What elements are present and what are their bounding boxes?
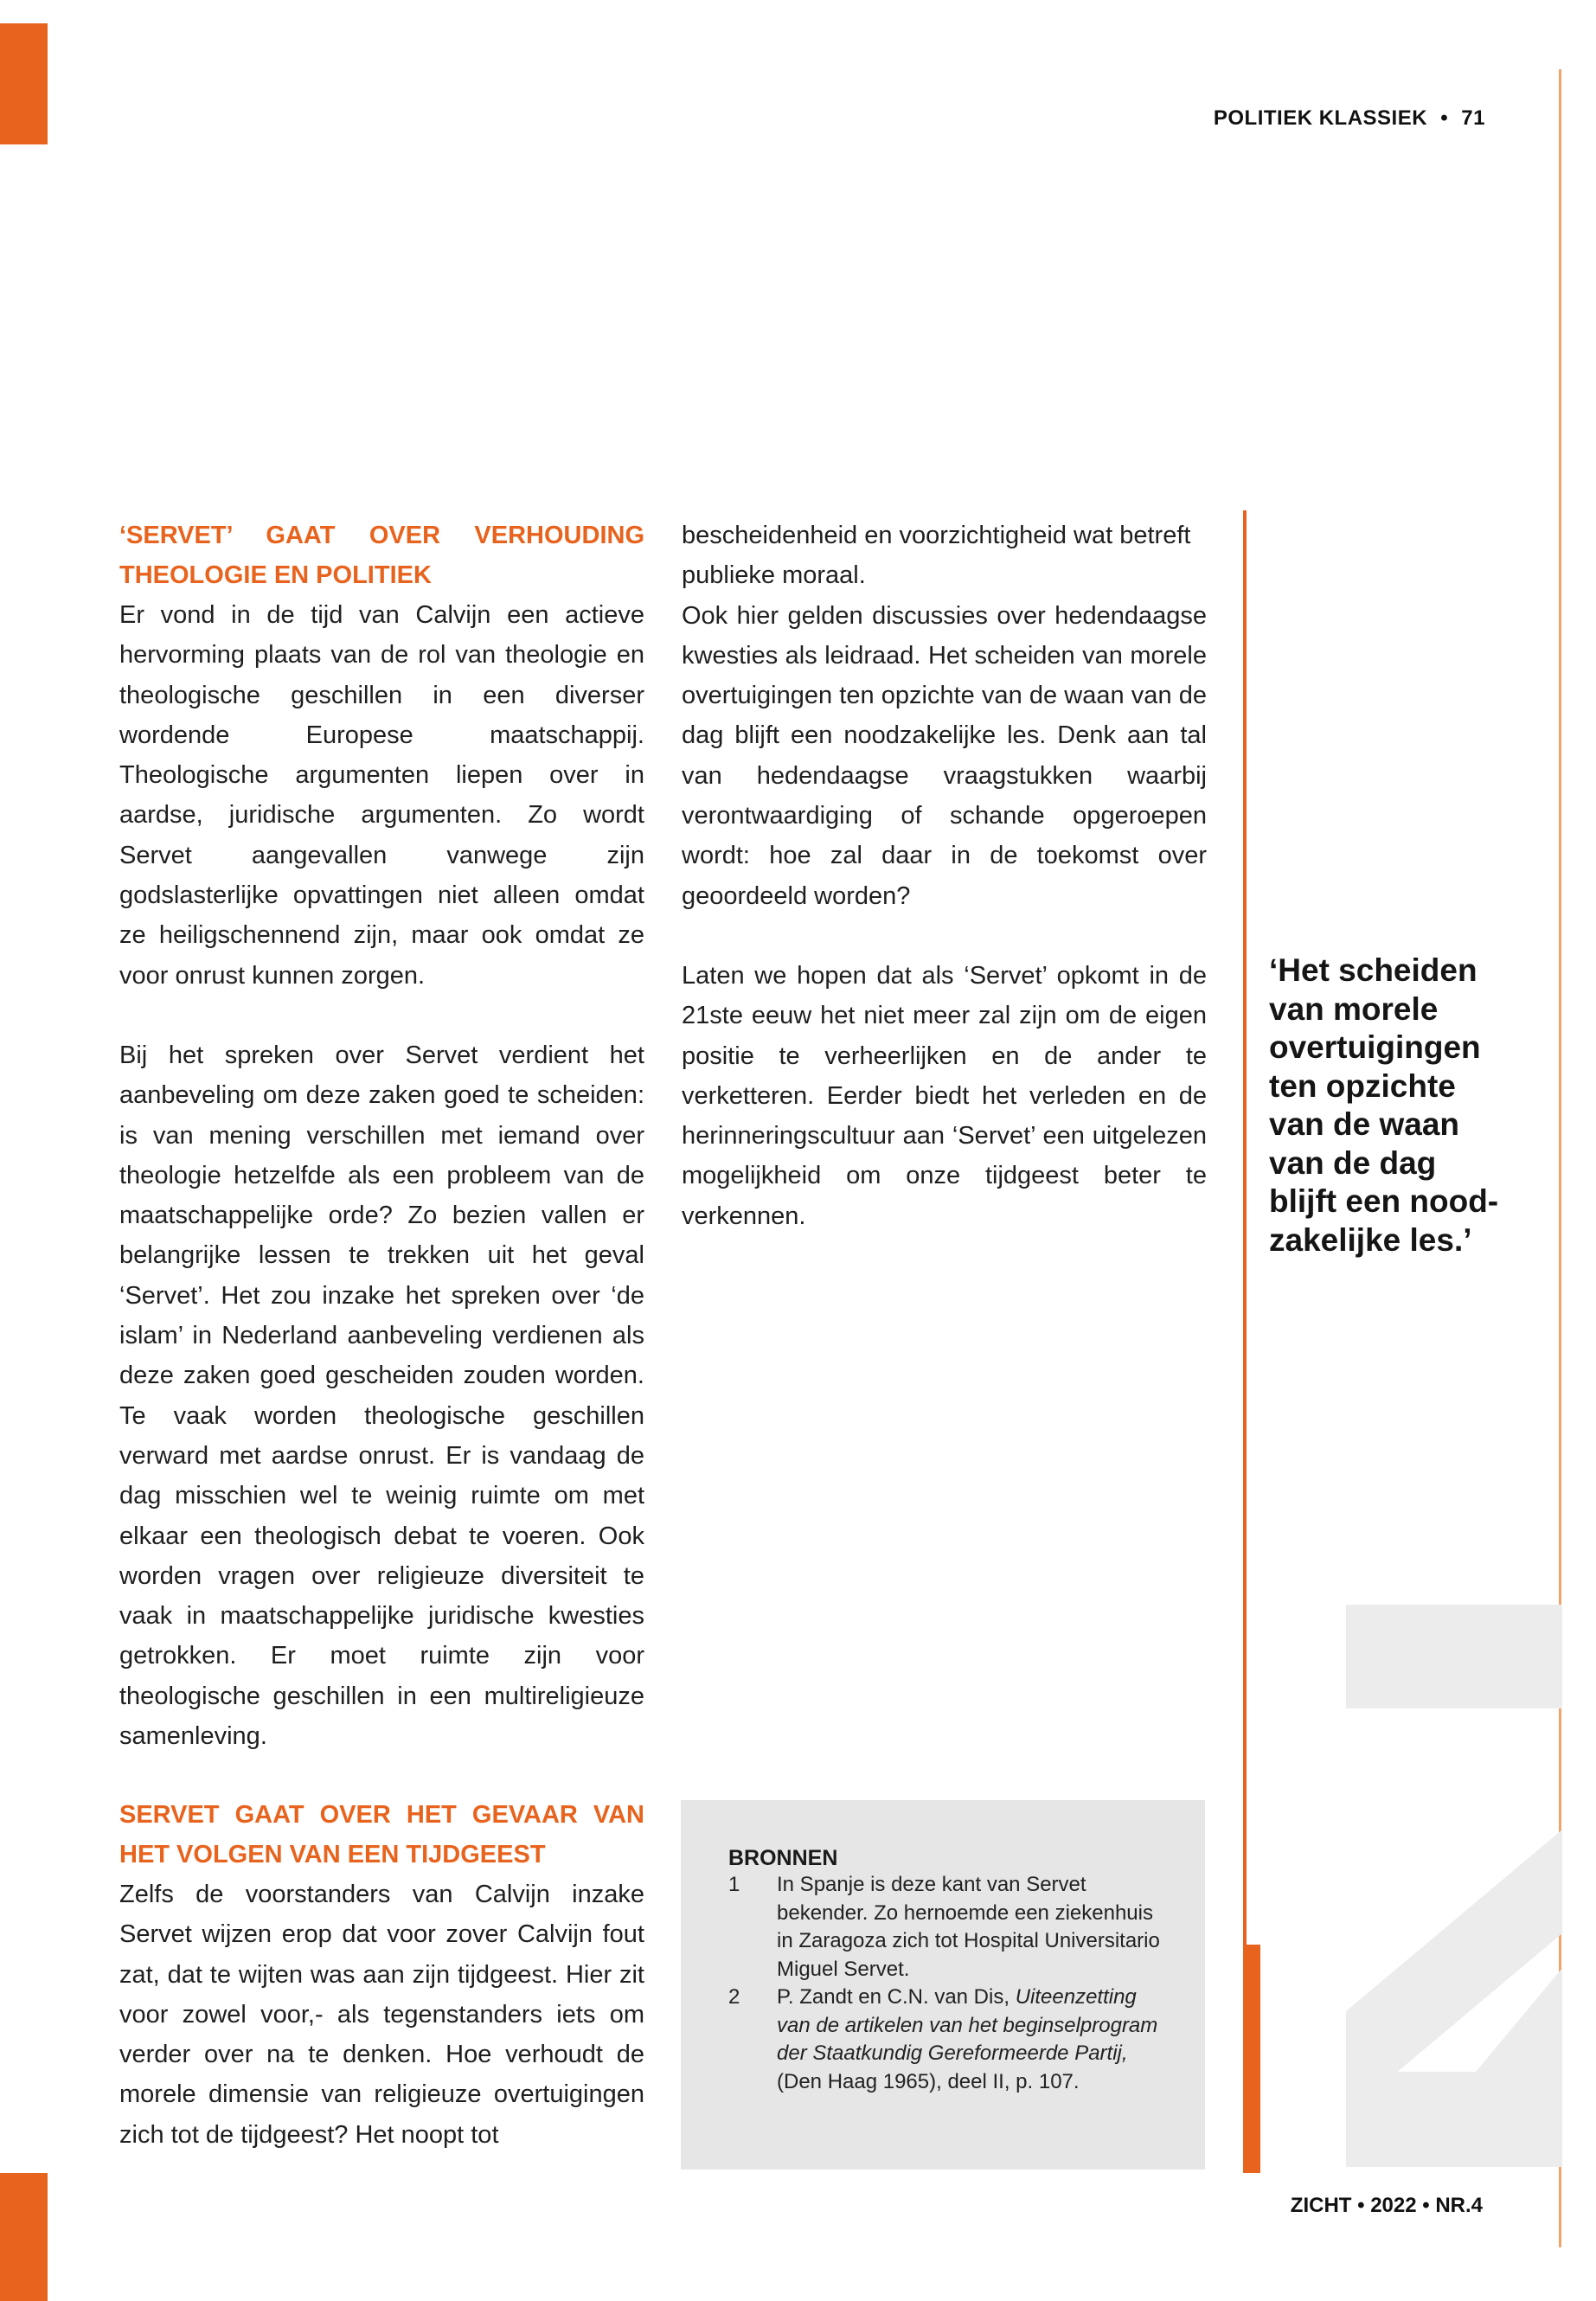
column-right <box>682 516 1207 1236</box>
section-title: POLITIEK KLASSIEK <box>1213 106 1428 130</box>
running-foot: ZICHT • 2022 • NR.4 <box>1290 2194 1483 2217</box>
pull-quote-line: overtuigingen <box>1269 1029 1481 1065</box>
pull-quote-line: van morele <box>1269 990 1439 1027</box>
pull-quote-line: zakelijke les.’ <box>1269 1221 1472 1258</box>
paragraph: Bij het spreken over Servet verdient het aanbeveling om deze zaken goed te scheiden: is van mening verschillen met iemand over theologie hetzelfde als een probleem van de maatschappelijke orde? Zo bezien vallen er belangrijke lessen te trekken uit het geval ‘Servet’. Het zou inzake het spreken over ‘de islam’ in Nederland aanbeveling verdienen als deze zaken goed gescheiden zouden worden. Te vaak worden theologische geschillen verward met aardse onrust. Er is vandaag de dag misschien wel te weinig ruimte om met elkaar een theologisch debat te voeren. Ook worden vragen over religieuze diversiteit te vaak in maatschappelijke juridische kwesties getrokken. Er moet ruimte zijn voor theologische geschillen in een multireligieuze samenleving. <box>119 1041 644 1751</box>
sources-title: BRONNEN <box>728 1846 838 1870</box>
pull-quote-line: ten opzichte <box>1269 1067 1456 1104</box>
section-heading: ‘SERVET’ GAAT OVER VERHOUDING THEOLOGIE EN POLITIEK <box>119 522 644 589</box>
pull-quote-rule-accent <box>1243 1945 1260 2173</box>
pull-quote-line: van de waan <box>1269 1106 1460 1142</box>
pull-quote-line: ‘Het scheiden <box>1269 952 1477 988</box>
pull-quote <box>1269 952 1529 1259</box>
source-item <box>728 1871 1170 1984</box>
source-publication: (Den Haag 1965), deel II, p. 107. <box>777 2069 1080 2093</box>
source-number: 2 <box>728 1985 740 2009</box>
source-text <box>777 1984 1170 2096</box>
paragraph: Laten we hopen dat als ‘Servet’ opkomt in de 21ste eeuw het niet meer zal zijn om de eigen positie te verheerlijken en de ander te verketteren. Eerder biedt het verleden en de herinneringscultuur aan ‘Servet’ een uitgelezen mogelijkheid om onze tijdgeest beter te verkennen. <box>682 961 1207 1230</box>
pull-quote-line: blijft een nood- <box>1269 1183 1499 1219</box>
paragraph: Ook hier gelden discussies over hedendaagse kwesties als leidraad. Het scheiden van morele overtuigingen ten opzichte van de waan van de dag blijft een noodzakelijke les. Denk aan tal van hedendaagse vraagstukken waarbij verontwaardiging of schande opgeroepen wordt: hoe zal daar in de toekomst over geoordeeld worden? <box>682 601 1207 910</box>
pull-quote-line: van de dag <box>1269 1144 1437 1181</box>
running-head <box>1214 106 1485 131</box>
orange-tab-bottom <box>0 2173 48 2301</box>
paragraph: Zelfs de voorstanders van Calvijn inzake Servet wijzen erop dat voor zover Calvijn fout zat, dat te wijten was aan zijn tijdgeest. Hier zit voor zowel voor,- als tegenstanders iets om verder over na te denken. Hoe verhoudt de morele dimensie van religieuze overtuigingen zich tot de tijdgeest? Het noopt tot <box>119 1881 644 2149</box>
decorative-z-shape <box>1346 1605 1562 2167</box>
column-left <box>119 516 644 1756</box>
source-item <box>728 1984 1170 2096</box>
paragraph: Er vond in de tijd van Calvijn een actieve hervorming plaats van de rol van theologie en theologische geschillen in een diverser wordende Europese maatschappij. Theologische argumenten liepen over in aardse, juridische argumenten. Zo wordt Servet aangevallen vanwege zijn godslasterlijke opvattingen niet alleen omdat ze heiligschennend zijn, maar ook omdat ze voor onrust kunnen zorgen. <box>119 601 644 990</box>
page-number: 71 <box>1461 106 1485 130</box>
orange-tab-top <box>0 23 48 144</box>
source-number: 1 <box>728 1873 740 1896</box>
source-title: Uiteenzetting van de artikelen van het beginselprogram der Staatkundig Gereformeerde Partij, <box>777 1985 1158 2065</box>
paragraph-gap <box>682 916 1207 956</box>
pull-quote-rule <box>1243 510 1247 1946</box>
source-authors: P. Zandt en C.N. van Dis, <box>777 1985 1016 2009</box>
source-text: In Spanje is deze kant van Servet bekender. Zo hernoemde een ziekenhuis in Zaragoza zich tot Hospital Universitario Miguel Servet. <box>777 1873 1160 1981</box>
sources-box <box>681 1800 1205 2170</box>
column-left-lower <box>119 1795 644 2155</box>
section-heading: SERVET GAAT OVER HET GEVAAR VAN HET VOLGEN VAN EEN TIJDGEEST <box>119 1801 644 1868</box>
separator: • <box>1440 106 1449 130</box>
paragraph-gap <box>119 996 644 1035</box>
paragraph: bescheidenheid en voorzichtigheid wat betreft publieke moraal. <box>682 522 1191 590</box>
